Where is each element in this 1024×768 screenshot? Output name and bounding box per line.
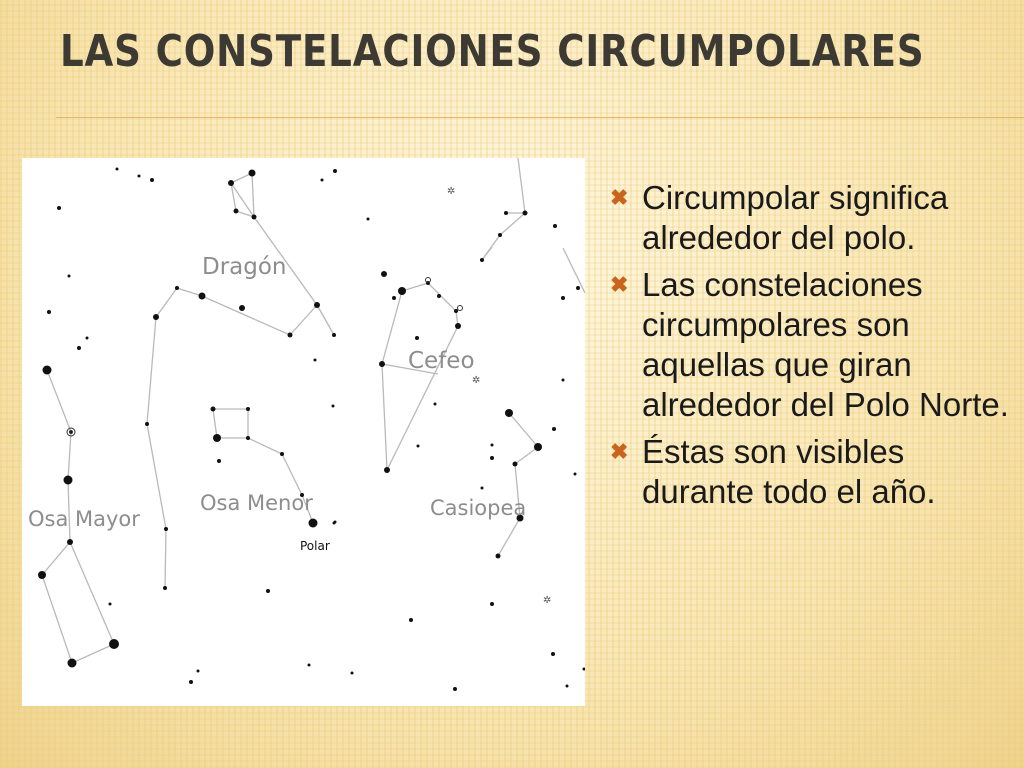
- bullet-text: Las constelaciones circumpolares son aquellas que giran alrededor del Polo Norte.: [642, 266, 1009, 423]
- bullet-item: [606, 432, 1016, 512]
- label-ursa-minor: Osa Menor: [200, 491, 313, 515]
- draco-lines: [147, 173, 317, 588]
- constellation-lines: [42, 158, 585, 663]
- title-divider: [56, 117, 1024, 118]
- svg-text:✲: ✲: [543, 595, 552, 606]
- stars: [38, 168, 585, 692]
- label-draco: Dragón: [202, 254, 287, 280]
- label-ursa-major: Osa Mayor: [28, 507, 140, 531]
- x-mark-bullet-icon: ✖: [610, 272, 629, 297]
- svg-text:✲: ✲: [472, 375, 481, 386]
- bullet-item: [606, 178, 1016, 258]
- label-polaris: Polar: [300, 539, 330, 553]
- nebula-marks: [447, 186, 551, 606]
- x-mark-bullet-icon: ✖: [610, 185, 629, 210]
- bullet-item: [606, 265, 1016, 425]
- label-cepheus: Cefeo: [408, 348, 475, 374]
- slide-title: LAS CONSTELACIONES CIRCUMPOLARES: [60, 26, 925, 77]
- label-cassiopeia: Casiopea: [430, 496, 527, 520]
- cassiopeia-lines: [498, 413, 538, 556]
- x-mark-bullet-icon: ✖: [610, 439, 629, 464]
- star-cluster-marks: [67, 278, 463, 437]
- upper-right-lines: [482, 158, 525, 260]
- svg-text:✲: ✲: [447, 186, 456, 197]
- cepheus-lines: [382, 283, 458, 470]
- bullet-text: Circumpolar significa alrededor del polo.: [642, 179, 949, 256]
- star-map-image: [22, 158, 585, 706]
- bullet-list: [606, 178, 1016, 519]
- bullet-text: Éstas son visibles durante todo el año.: [642, 433, 936, 510]
